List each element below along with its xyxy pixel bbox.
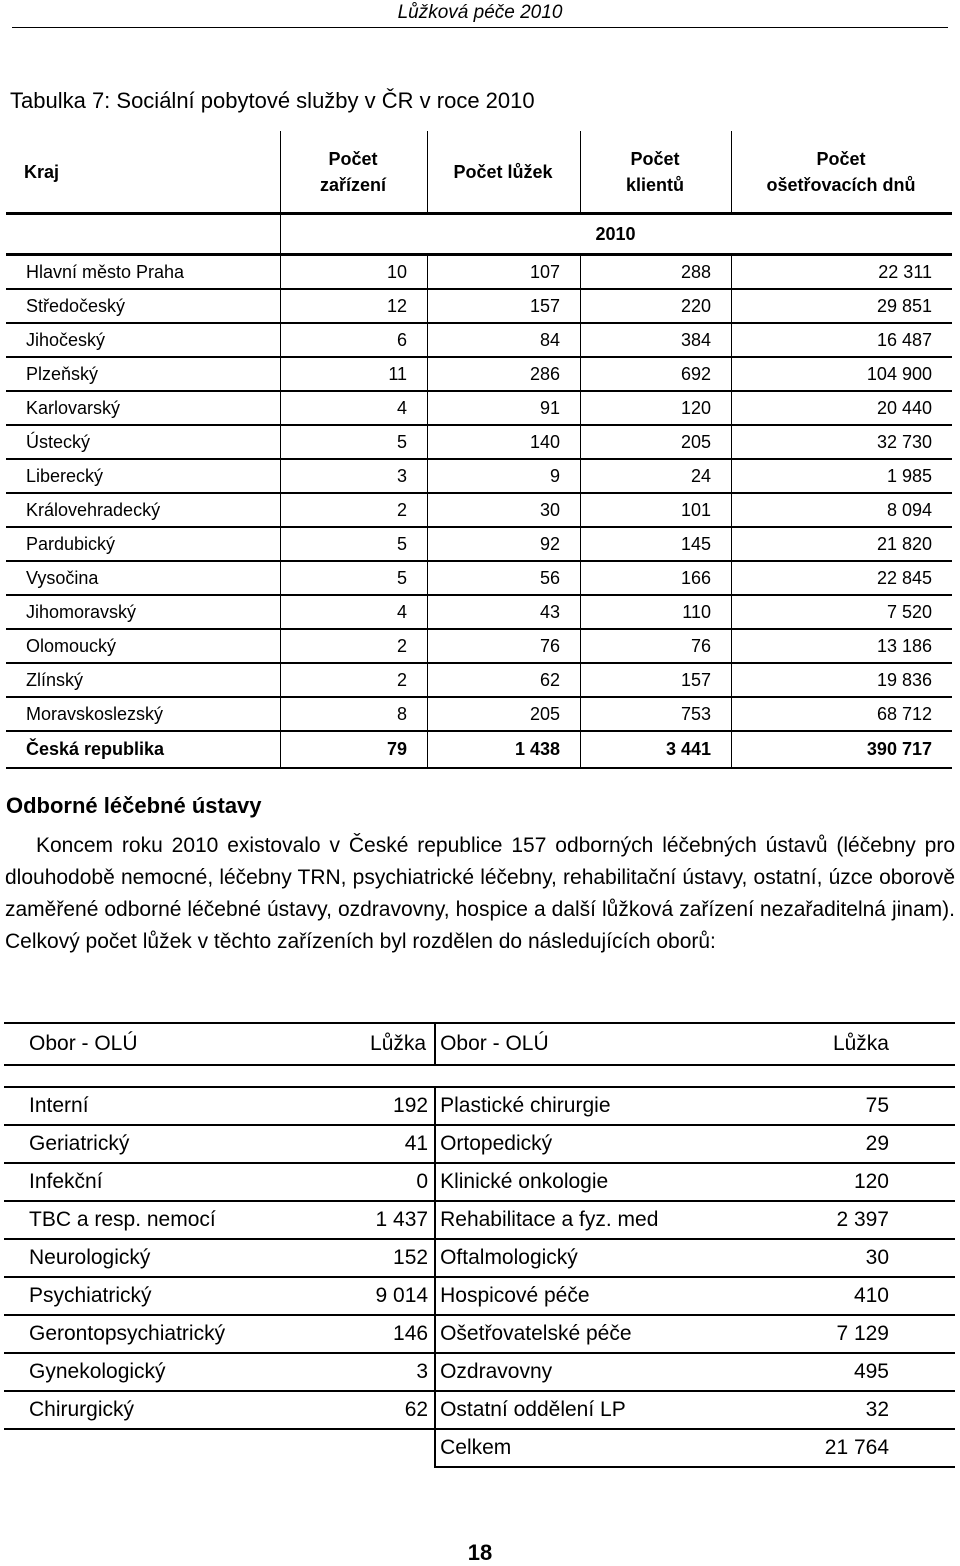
- cell-luzek: 140: [428, 425, 581, 459]
- table-row: [6, 425, 952, 459]
- col-obor-b: Obor - OLÚ: [435, 1023, 761, 1065]
- cell-luzka-a: 41: [289, 1125, 436, 1163]
- cell-klientu: 288: [581, 255, 732, 290]
- cell-luzka-b: 75: [761, 1087, 955, 1125]
- total-row: [6, 731, 952, 768]
- cell-luzek: 84: [428, 323, 581, 357]
- cell-klientu: 76: [581, 629, 732, 663]
- cell-luzka-b: 410: [761, 1277, 955, 1315]
- cell-zarizeni: 6: [281, 323, 428, 357]
- cell-klientu: 157: [581, 663, 732, 697]
- cell-kraj: Středočeský: [6, 289, 281, 323]
- cell-luzka-a: 192: [289, 1087, 436, 1125]
- cell-kraj: Olomoucký: [6, 629, 281, 663]
- header-rule: [12, 27, 948, 28]
- cell-obor-a: Infekční: [4, 1163, 289, 1201]
- cell-luzek: 43: [428, 595, 581, 629]
- cell-luzek: 286: [428, 357, 581, 391]
- col-luzek: Počet lůžek: [428, 131, 581, 214]
- cell-obor-b: Klinické onkologie: [435, 1163, 761, 1201]
- table-row: [4, 1353, 955, 1391]
- cell-dnu: 13 186: [732, 629, 953, 663]
- cell-luzka-b: 30: [761, 1239, 955, 1277]
- cell-kraj: Královehradecký: [6, 493, 281, 527]
- table-header-row: [6, 131, 952, 214]
- cell-luzka-a: 62: [289, 1391, 436, 1429]
- cell-obor-b: Ošetřovatelské péče: [435, 1315, 761, 1353]
- cell-zarizeni: 5: [281, 425, 428, 459]
- cell-zarizeni: 2: [281, 663, 428, 697]
- table-row: [6, 527, 952, 561]
- table-caption: Tabulka 7: Sociální pobytové služby v ČR v roce 2010: [10, 88, 535, 113]
- running-header: [0, 0, 960, 26]
- table-row: [6, 289, 952, 323]
- cell-obor-a: Psychiatrický: [4, 1277, 289, 1315]
- cell-dnu: 20 440: [732, 391, 953, 425]
- cell-luzek: 91: [428, 391, 581, 425]
- total-zarizeni: 79: [281, 731, 428, 768]
- cell-obor-a: Chirurgický: [4, 1391, 289, 1429]
- cell-dnu: 22 845: [732, 561, 953, 595]
- cell-klientu: 166: [581, 561, 732, 595]
- cell-obor-b: Ortopedický: [435, 1125, 761, 1163]
- year-blank: [6, 214, 281, 255]
- cell-klientu: 384: [581, 323, 732, 357]
- cell-luzka-b: 2 397: [761, 1201, 955, 1239]
- cell-dnu: 8 094: [732, 493, 953, 527]
- cell-luzek: 205: [428, 697, 581, 731]
- social-services-table: [6, 131, 952, 769]
- table-row: [6, 697, 952, 731]
- cell-kraj: Vysočina: [6, 561, 281, 595]
- table-row: [4, 1277, 955, 1315]
- cell-zarizeni: 11: [281, 357, 428, 391]
- cell-kraj: Plzeňský: [6, 357, 281, 391]
- table-year-row: [6, 214, 952, 255]
- cell-obor-a: TBC a resp. nemocí: [4, 1201, 289, 1239]
- table-row: [6, 493, 952, 527]
- table-row: [4, 1391, 955, 1429]
- cell-obor-b: Hospicové péče: [435, 1277, 761, 1315]
- cell-klientu: 205: [581, 425, 732, 459]
- col-dnu-line1: Počet: [816, 148, 866, 169]
- total-blank-b: [289, 1429, 436, 1467]
- table-row: [6, 391, 952, 425]
- cell-dnu: 22 311: [732, 255, 953, 290]
- section-paragraph: [5, 830, 955, 958]
- cell-luzek: 76: [428, 629, 581, 663]
- cell-klientu: 220: [581, 289, 732, 323]
- col-dnu-line2: ošetřovacích dnů: [766, 174, 916, 195]
- cell-zarizeni: 2: [281, 493, 428, 527]
- beds-by-field-table: [4, 1022, 955, 1468]
- cell-luzka-b: 7 129: [761, 1315, 955, 1353]
- cell-luzka-a: 9 014: [289, 1277, 436, 1315]
- cell-dnu: 104 900: [732, 357, 953, 391]
- cell-luzek: 56: [428, 561, 581, 595]
- cell-klientu: 110: [581, 595, 732, 629]
- cell-dnu: 16 487: [732, 323, 953, 357]
- cell-kraj: Karlovarský: [6, 391, 281, 425]
- cell-luzek: 9: [428, 459, 581, 493]
- col-obor-a: Obor - OLÚ: [4, 1023, 289, 1065]
- cell-obor-a: Interní: [4, 1087, 289, 1125]
- cell-luzek: 107: [428, 255, 581, 290]
- table-row: [4, 1201, 955, 1239]
- cell-obor-a: Geriatrický: [4, 1125, 289, 1163]
- cell-dnu: 21 820: [732, 527, 953, 561]
- cell-luzka-a: 146: [289, 1315, 436, 1353]
- col-zarizeni-line1: Počet: [328, 148, 378, 169]
- cell-klientu: 24: [581, 459, 732, 493]
- paragraph-text: Koncem roku 2010 existovalo v České republice 157 odborných léčebných ústavů (léčebny pro dlouhodobě nemocné, léčebny TRN, psychiatrické léčebny, rehabilitační ústavy, ostatní, úzce oborově zaměřené odborné léčebné ústavy, ozdravovny, hospice a další lůžková zařízení nezařaditelná jinam). Celkový počet lůžek v těchto zařízeních byl rozdělen do následujících oborů:: [5, 834, 955, 953]
- col-kraj: Kraj: [6, 131, 281, 214]
- cell-dnu: 19 836: [732, 663, 953, 697]
- total-obor-b: Celkem: [435, 1429, 761, 1467]
- cell-zarizeni: 10: [281, 255, 428, 290]
- page-number: 18: [467, 1540, 493, 1565]
- cell-kraj: Pardubický: [6, 527, 281, 561]
- total-klientu: 3 441: [581, 731, 732, 768]
- table-row: [6, 459, 952, 493]
- cell-obor-b: Rehabilitace a fyz. med: [435, 1201, 761, 1239]
- table-row: [4, 1125, 955, 1163]
- total-blank-a: [4, 1429, 289, 1467]
- col-luzka-a: Lůžka: [289, 1023, 436, 1065]
- cell-kraj: Liberecký: [6, 459, 281, 493]
- table-row: [4, 1163, 955, 1201]
- header-gap: [4, 1065, 955, 1087]
- cell-luzka-b: 32: [761, 1391, 955, 1429]
- cell-zarizeni: 2: [281, 629, 428, 663]
- cell-luzka-b: 120: [761, 1163, 955, 1201]
- table-row: [4, 1315, 955, 1353]
- cell-kraj: Zlínský: [6, 663, 281, 697]
- table-row: [4, 1087, 955, 1125]
- cell-zarizeni: 8: [281, 697, 428, 731]
- cell-luzka-a: 1 437: [289, 1201, 436, 1239]
- cell-klientu: 692: [581, 357, 732, 391]
- cell-klientu: 101: [581, 493, 732, 527]
- cell-klientu: 145: [581, 527, 732, 561]
- table-row: [6, 629, 952, 663]
- section-title: Odborné léčebné ústavy: [6, 793, 262, 818]
- cell-luzek: 92: [428, 527, 581, 561]
- cell-dnu: 32 730: [732, 425, 953, 459]
- cell-zarizeni: 3: [281, 459, 428, 493]
- cell-luzka-b: 495: [761, 1353, 955, 1391]
- cell-dnu: 68 712: [732, 697, 953, 731]
- table-row: [6, 323, 952, 357]
- cell-zarizeni: 12: [281, 289, 428, 323]
- col-luzka-b: Lůžka: [761, 1023, 955, 1065]
- cell-kraj: Jihomoravský: [6, 595, 281, 629]
- cell-luzka-a: 152: [289, 1239, 436, 1277]
- total-dnu: 390 717: [732, 731, 953, 768]
- table-row: [6, 255, 952, 290]
- table-row: [6, 357, 952, 391]
- cell-luzka-a: 3: [289, 1353, 436, 1391]
- cell-kraj: Ústecký: [6, 425, 281, 459]
- table-row: [4, 1239, 955, 1277]
- total-kraj: Česká republika: [6, 731, 281, 768]
- total-row: [4, 1429, 955, 1467]
- cell-obor-a: Gynekologický: [4, 1353, 289, 1391]
- cell-kraj: Moravskoslezský: [6, 697, 281, 731]
- col-zarizeni: [281, 131, 428, 214]
- table-row: [6, 595, 952, 629]
- cell-klientu: 753: [581, 697, 732, 731]
- year-label: 2010: [281, 214, 953, 255]
- table-body: [6, 255, 952, 769]
- cell-dnu: 1 985: [732, 459, 953, 493]
- cell-zarizeni: 5: [281, 561, 428, 595]
- total-luzek: 1 438: [428, 731, 581, 768]
- cell-luzka-b: 29: [761, 1125, 955, 1163]
- cell-zarizeni: 4: [281, 595, 428, 629]
- cell-obor-b: Plastické chirurgie: [435, 1087, 761, 1125]
- cell-dnu: 29 851: [732, 289, 953, 323]
- cell-obor-b: Ostatní oddělení LP: [435, 1391, 761, 1429]
- col-dnu: [732, 131, 953, 214]
- cell-obor-b: Oftalmologický: [435, 1239, 761, 1277]
- table-row: [6, 663, 952, 697]
- col-klientu: Počet klientů: [581, 131, 732, 214]
- table-header-row: [4, 1023, 955, 1065]
- cell-luzka-a: 0: [289, 1163, 436, 1201]
- table-row: [6, 561, 952, 595]
- cell-dnu: 7 520: [732, 595, 953, 629]
- cell-kraj: Hlavní město Praha: [6, 255, 281, 290]
- cell-zarizeni: 4: [281, 391, 428, 425]
- cell-kraj: Jihočeský: [6, 323, 281, 357]
- cell-obor-a: Gerontopsychiatrický: [4, 1315, 289, 1353]
- cell-zarizeni: 5: [281, 527, 428, 561]
- cell-klientu: 120: [581, 391, 732, 425]
- cell-luzek: 157: [428, 289, 581, 323]
- cell-obor-a: Neurologický: [4, 1239, 289, 1277]
- running-title: Lůžková péče 2010: [397, 2, 563, 23]
- cell-luzek: 30: [428, 493, 581, 527]
- total-luzka-b: 21 764: [761, 1429, 955, 1467]
- cell-obor-b: Ozdravovny: [435, 1353, 761, 1391]
- col-zarizeni-line2: zařízení: [319, 174, 387, 195]
- cell-luzek: 62: [428, 663, 581, 697]
